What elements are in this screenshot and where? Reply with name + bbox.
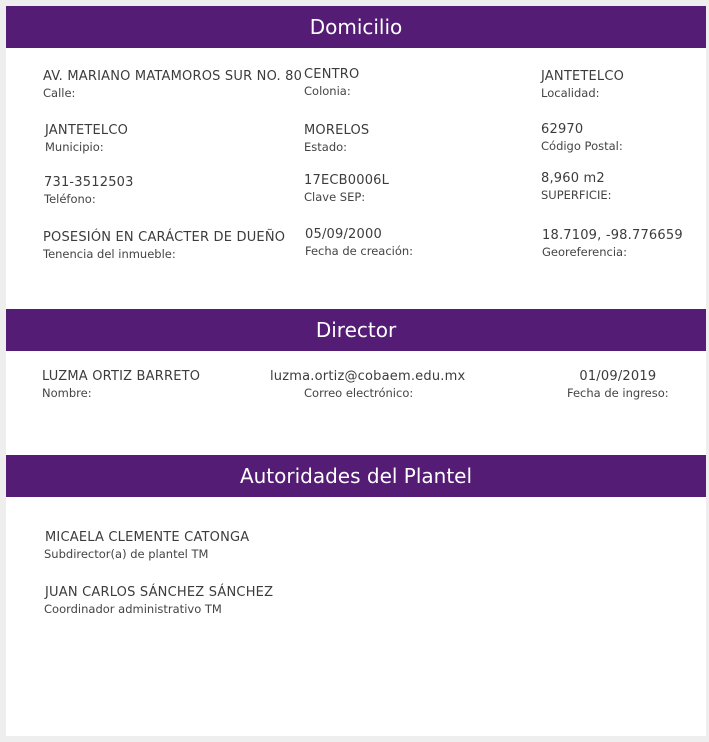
georeferencia-value: 18.7109, -98.776659 <box>542 228 683 243</box>
autoridades-header: Autoridades del Plantel <box>6 455 706 497</box>
director-correo-value: luzma.ortiz@cobaem.edu.mx <box>270 369 466 384</box>
autoridad-name: JUAN CARLOS SÁNCHEZ SÁNCHEZ <box>45 585 274 600</box>
director-fecha-ingreso-label: Fecha de ingreso: <box>567 386 669 400</box>
telefono-value: 731-3512503 <box>44 175 134 190</box>
localidad-label: Localidad: <box>541 86 600 100</box>
autoridad-name: MICAELA CLEMENTE CATONGA <box>45 530 250 545</box>
autoridad-role: Subdirector(a) de plantel TM <box>44 547 209 561</box>
estado-field <box>304 123 369 154</box>
tenencia-value: POSESIÓN EN CARÁCTER DE DUEÑO <box>43 230 286 245</box>
municipio-value: JANTETELCO <box>45 123 129 138</box>
autoridad-item <box>45 530 249 561</box>
clave-sep-value: 17ECB0006L <box>304 173 390 188</box>
calle-label: Calle: <box>43 86 76 100</box>
codigo-postal-value: 62970 <box>541 122 584 137</box>
fecha-creacion-label: Fecha de creación: <box>305 244 414 258</box>
georeferencia-label: Georeferencia: <box>542 245 627 259</box>
autoridad-item <box>45 585 273 616</box>
fecha-creacion-value: 05/09/2000 <box>305 227 382 242</box>
domicilio-header: Domicilio <box>6 6 706 48</box>
director-nombre-field <box>42 369 200 400</box>
director-header: Director <box>6 309 706 351</box>
clave-sep-label: Clave SEP: <box>304 190 366 204</box>
colonia-value: CENTRO <box>304 67 360 82</box>
municipio-label: Municipio: <box>45 140 104 154</box>
municipio-field <box>45 123 128 154</box>
tenencia-label: Tenencia del inmueble: <box>43 247 176 261</box>
localidad-value: JANTETELCO <box>541 69 625 84</box>
colonia-field <box>304 67 359 98</box>
director-fecha-ingreso-value: 01/09/2019 <box>579 369 657 384</box>
director-correo-field <box>270 369 465 400</box>
clave-sep-field <box>304 173 389 204</box>
localidad-field <box>541 69 624 100</box>
tenencia-field <box>43 230 285 261</box>
estado-value: MORELOS <box>304 123 370 138</box>
calle-value: AV. MARIANO MATAMOROS SUR NO. 80 <box>43 69 303 84</box>
superficie-field <box>541 171 611 202</box>
telefono-field <box>44 175 134 206</box>
calle-field <box>43 69 302 100</box>
telefono-label: Teléfono: <box>44 192 96 206</box>
codigo-postal-field <box>541 122 623 153</box>
director-nombre-label: Nombre: <box>42 386 92 400</box>
estado-label: Estado: <box>304 140 348 154</box>
colonia-label: Colonia: <box>304 84 351 98</box>
school-info-card <box>6 6 706 736</box>
autoridad-role: Coordinador administrativo TM <box>44 602 222 616</box>
superficie-label: SUPERFICIE: <box>541 188 612 202</box>
fecha-creacion-field <box>305 227 413 258</box>
codigo-postal-label: Código Postal: <box>541 139 623 153</box>
director-nombre-value: LUZMA ORTIZ BARRETO <box>42 369 201 384</box>
georeferencia-field <box>542 228 683 259</box>
director-correo-label: Correo electrónico: <box>304 386 414 400</box>
superficie-value: 8,960 m2 <box>541 171 605 186</box>
director-fecha-ingreso-field <box>567 369 669 400</box>
